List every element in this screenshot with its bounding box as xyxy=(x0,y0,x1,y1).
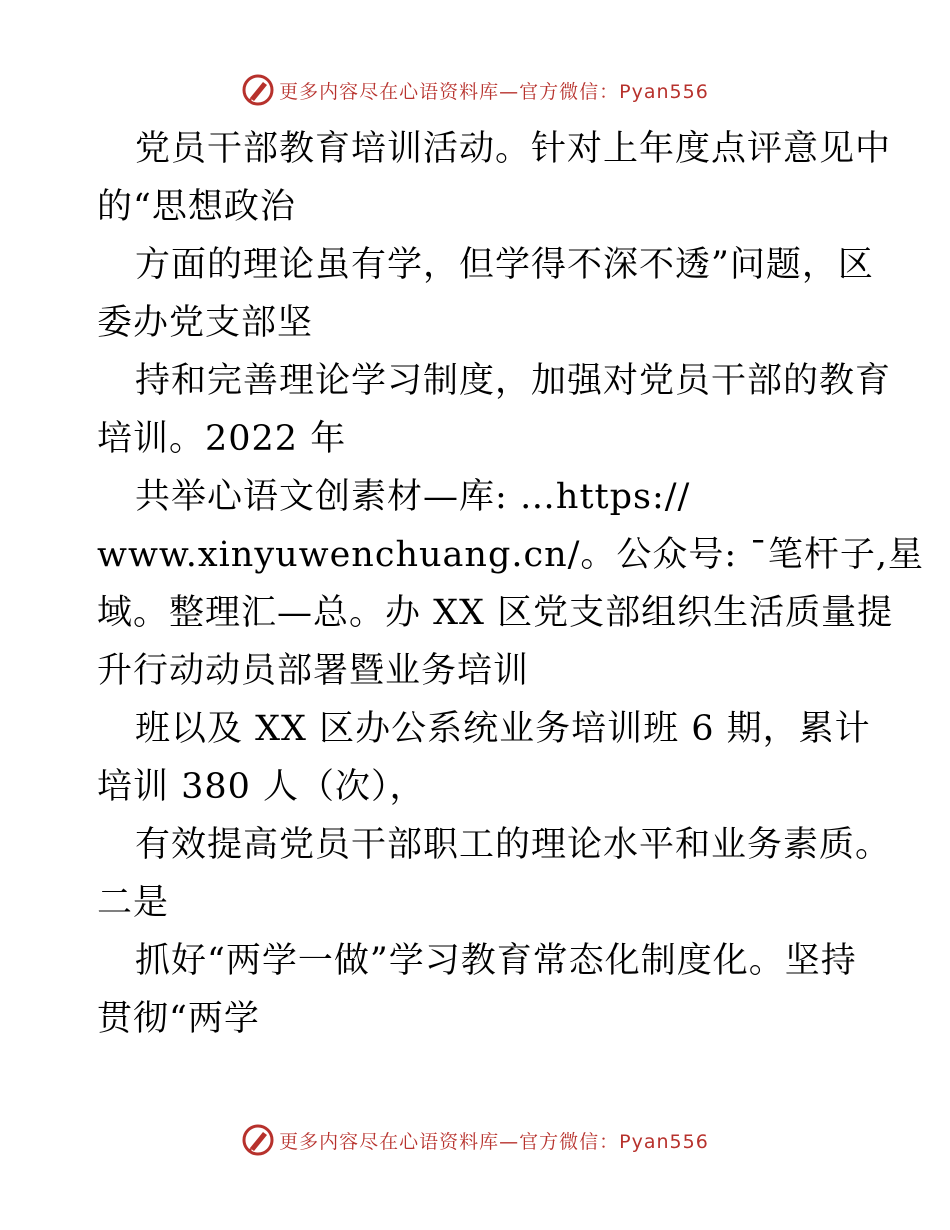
text-line: www.xinyuwenchuang.cn/。公众号: ¯笔杆子,星 xyxy=(97,535,924,575)
text-line: 方面的理论虽有学，但学得不深不透”问题，区 xyxy=(135,245,874,285)
text-line: 域。整理汇—总。办 XX 区党支部组织生活质量提 xyxy=(97,593,894,633)
text-line: 培训。2022 年 xyxy=(97,419,347,459)
text-line: 贯彻“两学 xyxy=(97,999,260,1039)
text-line: 升行动动员部署暨业务培训 xyxy=(97,651,530,691)
document-body xyxy=(97,120,924,1048)
footer-banner xyxy=(0,1120,950,1160)
pen-logo-icon xyxy=(241,73,275,107)
text-line: 培训 380 人（次）， xyxy=(97,767,426,807)
text-line: 的“思想政治 xyxy=(97,187,296,227)
header-banner xyxy=(0,70,950,110)
text-line: 抓好“两学一做”学习教育常态化制度化。坚持 xyxy=(135,941,857,981)
header-banner-text: 更多内容尽在心语资料库—官方微信：Pyan556 xyxy=(279,80,709,103)
text-line: 委办党支部坚 xyxy=(97,303,314,343)
text-line: 共举心语文创素材—库: …https:// xyxy=(135,477,691,517)
pen-logo-icon xyxy=(241,1123,275,1157)
text-line: 党员干部教育培训活动。针对上年度点评意见中 xyxy=(135,129,892,169)
footer-banner-text: 更多内容尽在心语资料库—官方微信：Pyan556 xyxy=(279,1130,709,1153)
text-line: 持和完善理论学习制度，加强对党员干部的教育 xyxy=(135,361,892,401)
text-line: 有效提高党员干部职工的理论水平和业务素质。 xyxy=(135,825,892,865)
text-line: 二是 xyxy=(97,883,170,923)
text-line: 班以及 XX 区办公系统业务培训班 6 期，累计 xyxy=(135,709,871,749)
